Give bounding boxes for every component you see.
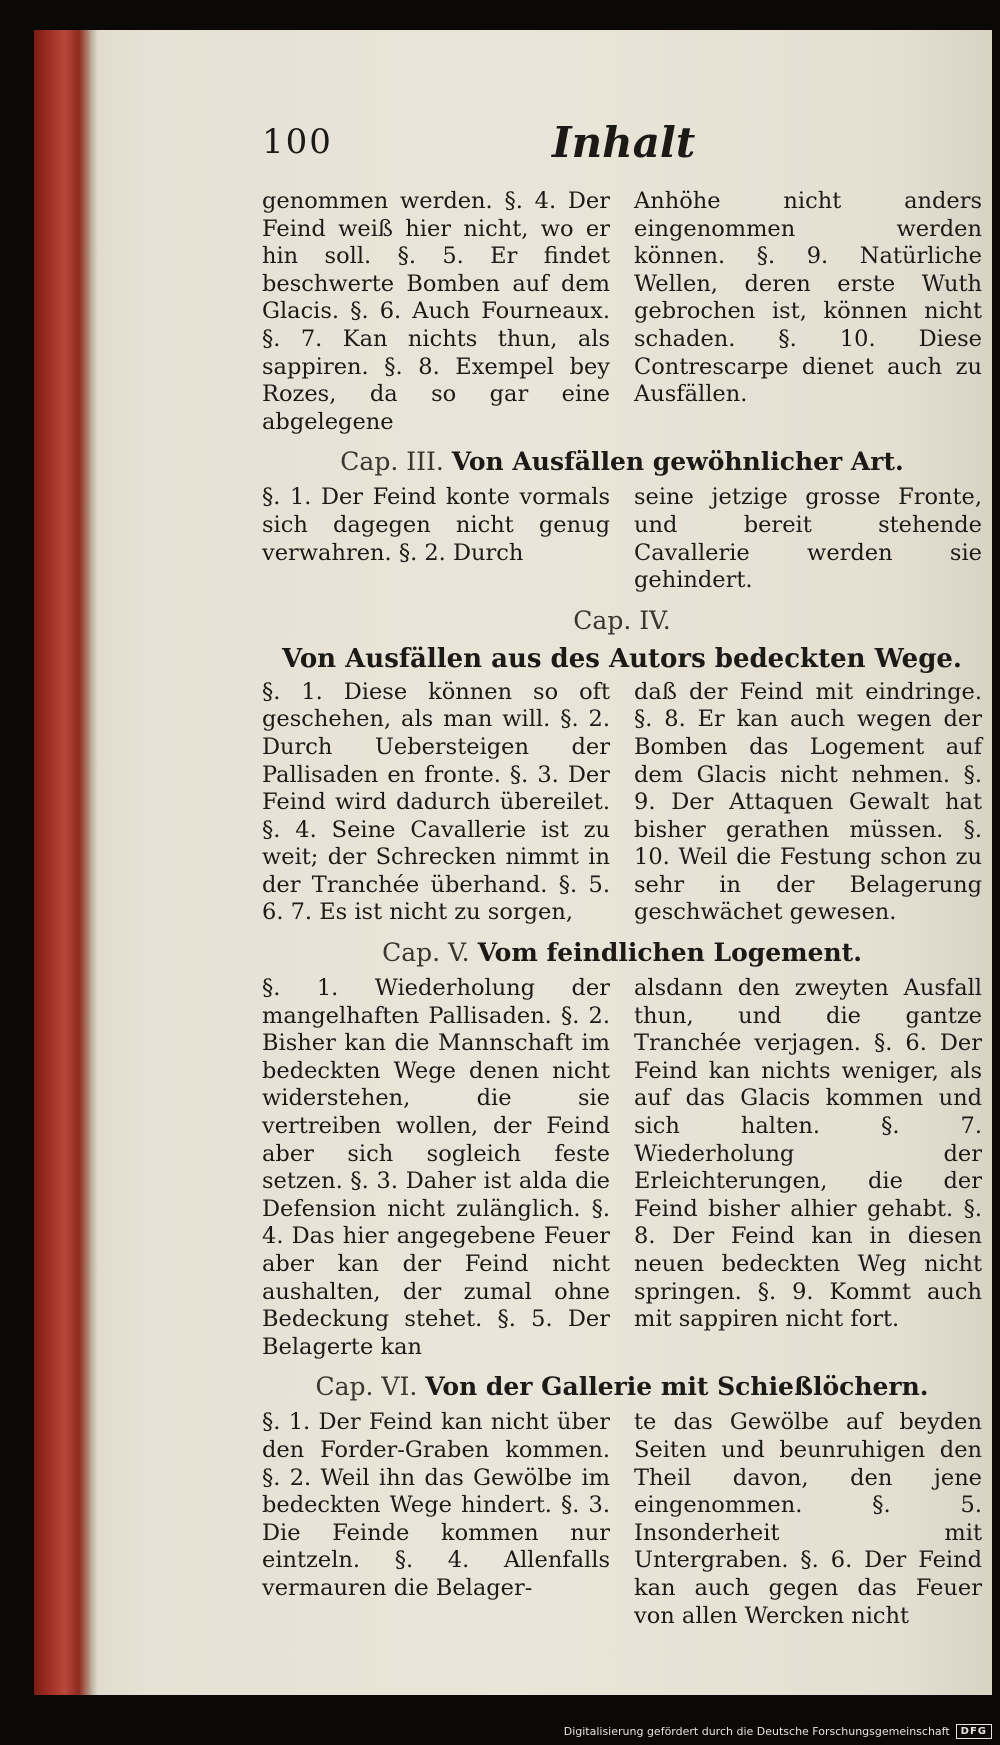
text-block-4 [262,679,982,927]
text-block-0 [262,188,982,436]
digitization-footer [564,1724,992,1739]
page-header [262,118,982,188]
text-block-3 [262,484,982,594]
text-block-5 [262,975,982,1361]
chapter-heading-4 [262,605,982,637]
column-left: §. 1. Der Feind konte vormals sich dagegen nicht genug verwahren. §. 2. Durch [262,484,610,566]
text-block-6 [262,1409,982,1630]
chapter-title: Von Ausfällen gewöhnlicher Art. [451,447,904,477]
column-right: alsdann den zweyten Ausfall thun, und die gantze Tranchée verjagen. §. 6. Der Feind kan nichts weniger, als auf das Glacis kommen und sich halten. §. 7. Wiederholung der Erleichterungen, die der Feind bisher alhier gehabt. §. 8. Der Feind kan in diesen neuen bedeckten Weg nicht springen. §. 9. Kommt auch mit sappiren nicht fort. [634,975,982,1333]
page-content [262,118,982,1630]
chapter-heading-3 [262,446,982,478]
chapter-heading-6 [262,1371,982,1403]
funding-credit: Digitalisierung gefördert durch die Deutsche Forschungsgemeinschaft [563,1725,950,1738]
column-left: §. 1. Der Feind kan nicht über den Forder-Graben kommen. §. 2. Weil ihn das Gewölbe im bedeckten Wege hindert. §. 3. Die Feinde kommen nur eintzeln. §. 4. Allenfalls vermauren die Belager- [262,1409,610,1601]
column-right: daß der Feind mit eindringe. §. 8. Er kan auch wegen der Bomben das Logement auf dem Glacis nicht nehmen. §. 9. Der Attaquen Gewalt hat bisher gerathen müssen. §. 10. Weil die Festung schon zu sehr in der Belagerung geschwächet gewesen. [634,678,982,926]
chapter-heading-5 [262,937,982,969]
column-right: Anhöhe nicht anders eingenommen werden können. §. 9. Natürliche Wellen, deren erste Wuth gebrochen ist, können nicht schaden. §. 10. Diese Contrescarpe dienet auch zu Ausfällen. [634,188,982,408]
chapter-title: Von der Gallerie mit Schießlöchern. [425,1372,929,1402]
chapter-title: Vom feindlichen Logement. [477,938,862,968]
column-right: te das Gewölbe auf beyden Seiten und beunruhigen den Theil davon, den jene eingenommen. §. 5. Insonderheit mit Untergraben. §. 6. Der Feind kan auch gegen das Feuer von allen Wercken nicht [634,1409,982,1629]
book-edge [34,30,90,1695]
chapter-title: Von Ausfällen aus des Autors bedeckten Wege. [282,643,962,674]
column-left: §. 1. Wiederholung der mangelhaften Pallisaden. §. 2. Bisher kan die Mannschaft im bedeckten Wege denen nicht widerstehen, die sie vertreiben wollen, der Feind aber sich sogleich feste setzen. §. 3. Daher ist alda die Defension nicht zulänglich. §. 4. Das hier angegebene Feuer aber kan der Feind nicht aushalten, der zumal ohne Bedeckung stehet. §. 5. Der Belagerte kan [262,975,610,1360]
chapter-number: Cap. III. [340,447,444,477]
dfg-logo-icon: DFG [956,1724,992,1739]
column-right: seine jetzige grosse Fronte, und bereit stehende Cavallerie werden sie gehindert. [634,484,982,594]
column-left: §. 1. Diese können so oft geschehen, als man will. §. 2. Durch Uebersteigen der Pallisaden en fronte. §. 3. Der Feind wird dadurch übereilet. §. 4. Seine Cavallerie ist zu weit; der Schrecken nimmt in der Tranchée überhand. §. 5. 6. 7. Es ist nicht zu sorgen, [262,678,610,926]
column-left: genommen werden. §. 4. Der Feind weiß hier nicht, wo er hin soll. §. 5. Er findet beschwerte Bomben auf dem Glacis. §. 6. Auch Fourneaux. §. 7. Kan nichts thun, als sappiren. §. 8. Exempel bey Rozes, da so gar eine abgelegene [262,188,610,435]
chapter-number: Cap. V. [382,938,470,968]
chapter-number: Cap. VI. [315,1372,418,1402]
running-title: Inhalt [552,118,696,167]
chapter-number: Cap. IV. [573,605,671,635]
page-number: 100 [262,122,333,162]
